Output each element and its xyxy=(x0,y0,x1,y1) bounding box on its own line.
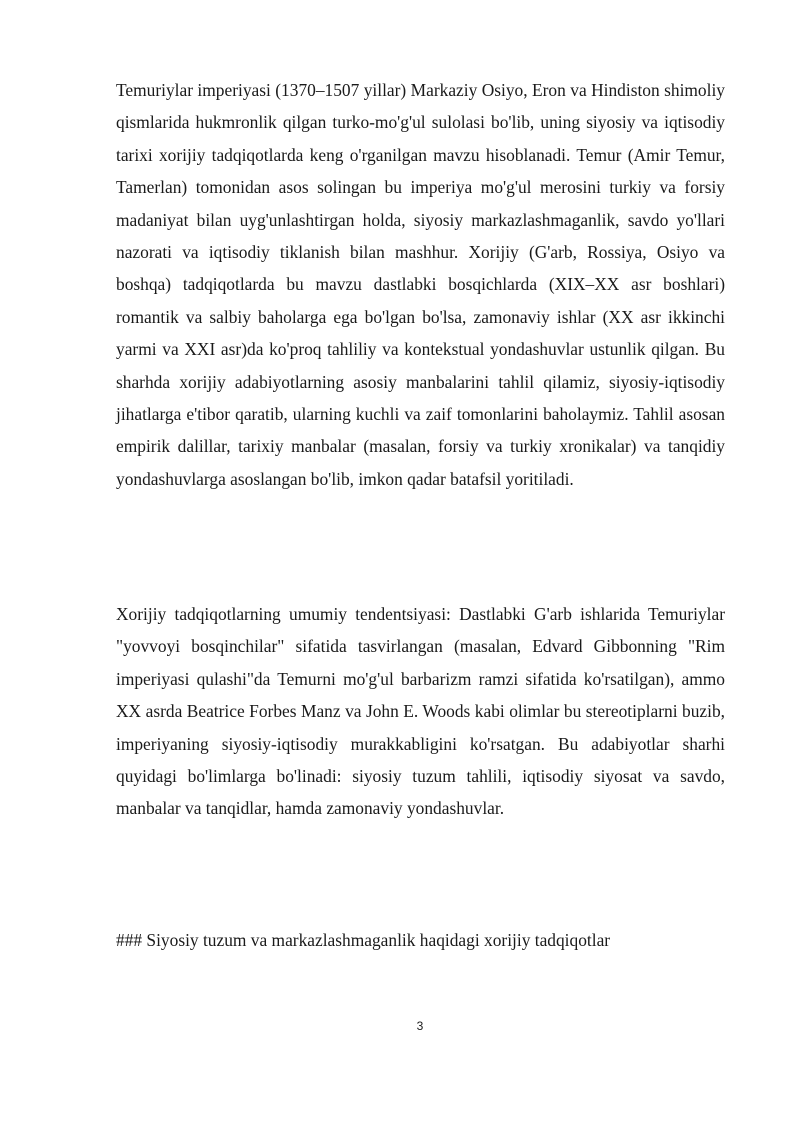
page-number: 3 xyxy=(416,1019,424,1033)
section-heading: ### Siyosiy tuzum va markazlashmaganlik haqidagi xorijiy tadqiqotlar xyxy=(116,930,611,950)
trends-paragraph: Xorijiy tadqiqotlarning umumiy tendentsiyasi: Dastlabki G'arb ishlarida Temuriylar "yovvoyi bosqinchilar" sifatida tasvirlangan (masalan, Edvard Gibbonning "Rim imperiyasi qulashi"da Temurni mo'g'ul barbarizm ramzi sifatida ko'rsatilgan), ammo XX asrda Beatrice Forbes Manz va John E. Woods kabi olimlar bu stereotiplarni buzib, imperiyaning siyosiy-iqtisodiy murakkabligini ko'rsatgan. Bu adabiyotlar sharhi quyidagi bo'limlarga bo'linadi: siyosiy tuzum tahlili, iqtisodiy siyosat va savdo, manbalar va tanqidlar, hamda zamonaviy yondashuvlar. xyxy=(116,604,725,819)
intro-paragraph: Temuriylar imperiyasi (1370–1507 yillar) Markaziy Osiyo, Eron va Hindiston shimoliy qismlarida hukmronlik qilgan turko-mo'g'ul sulolasi bo'lib, uning siyosiy va iqtisodiy tarixi xorijiy tadqiqotlarda keng o'rganilgan mavzu hisoblanadi. Temur (Amir Temur, Tamerlan) tomonidan asos solingan bu imperiya mo'g'ul merosini turkiy va forsiy madaniyat bilan uyg'unlashtirgan holda, siyosiy markazlashmaganlik, savdo yo'llari nazorati va iqtisodiy tiklanish bilan mashhur. Xorijiy (G'arb, Rossiya, Osiyo va boshqa) tadqiqotlarda bu mavzu dastlabki bosqichlarda (XIX–XX asr boshlari) romantik va salbiy baholarga ega bo'lgan bo'lsa, zamonaviy ishlar (XX asr ikkinchi yarmi va XXI asr)da ko'proq tahliliy va kontekstual yondashuvlar ustunlik qilgan. Bu sharhda xorijiy adabiyotlarning asosiy manbalarini tahlil qilamiz, siyosiy-iqtisodiy jihatlarga e'tibor qaratib, ularning kuchli va zaif tomonlarini baholaymiz. Tahlil asosan empirik dalillar, tarixiy manbalar (masalan, forsiy va turkiy xronikalar) va tanqidiy yondashuvlarga asoslangan bo'lib, imkon qadar batafsil yoritiladi. xyxy=(116,80,725,489)
